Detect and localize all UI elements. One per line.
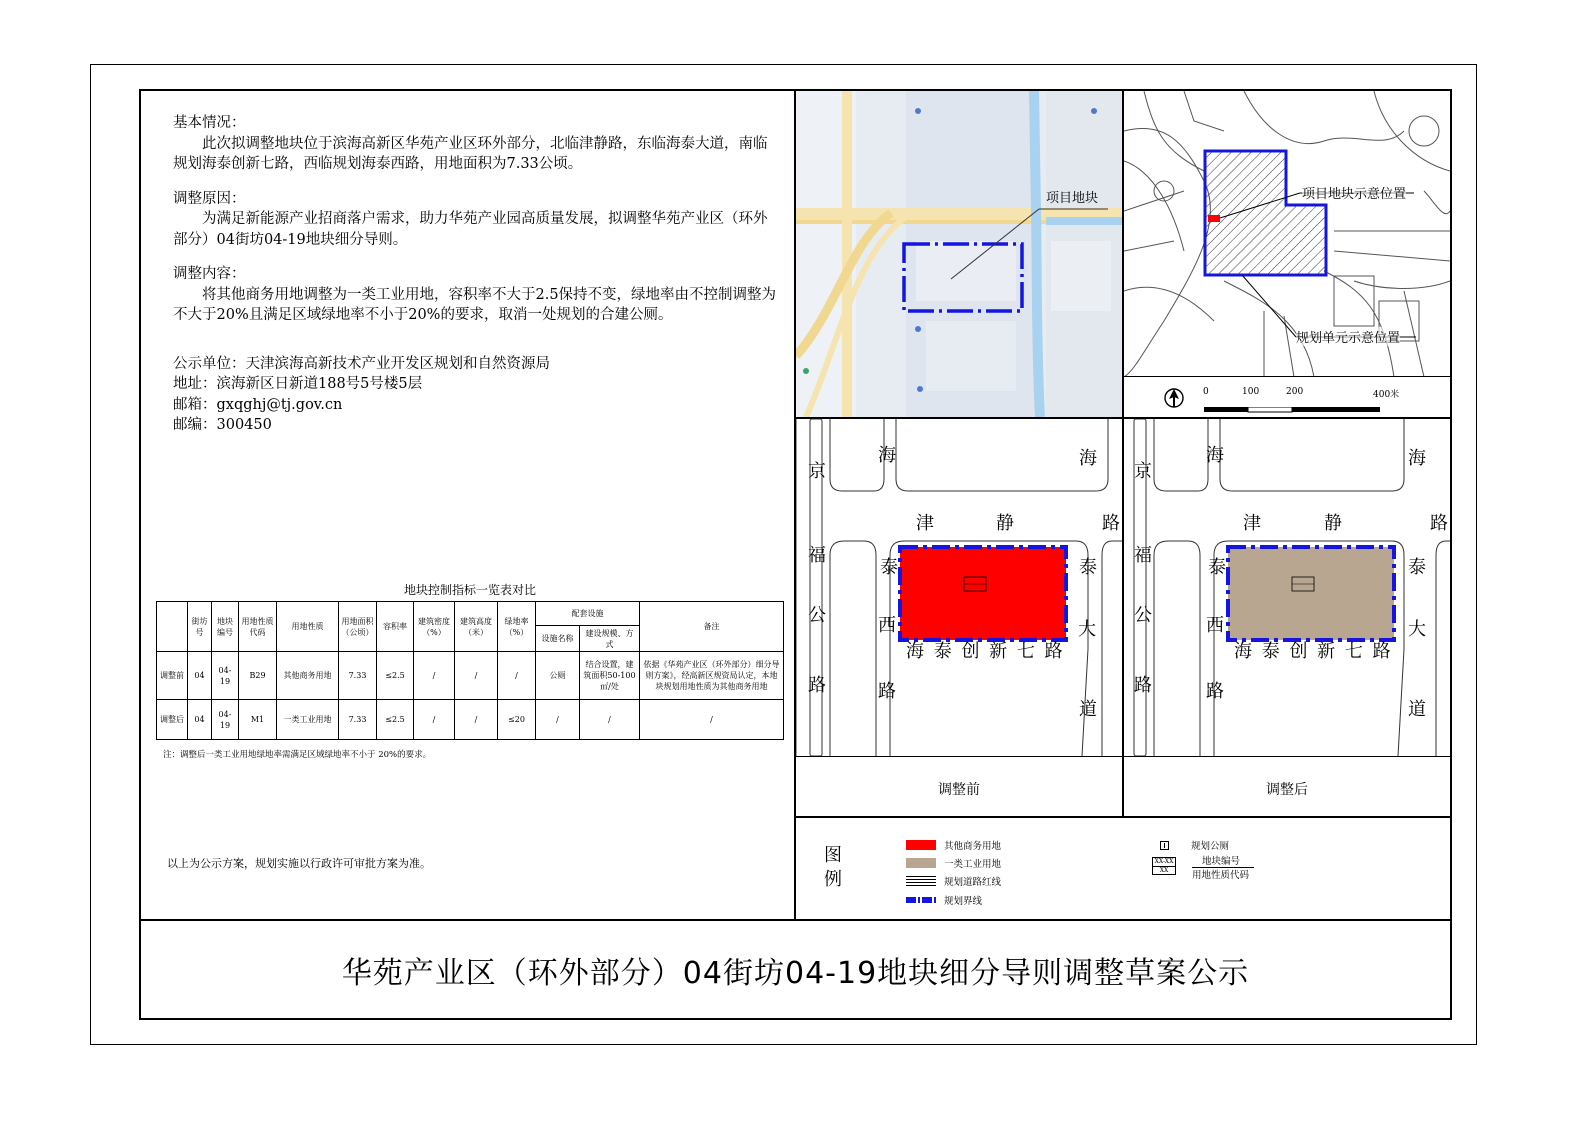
road-label-xi: 西 bbox=[1206, 615, 1224, 636]
road-label-gong: 公 bbox=[1134, 605, 1152, 626]
road-label-dao: 道 bbox=[1079, 699, 1097, 720]
header-rongji: 容积率 bbox=[377, 602, 414, 652]
road-label-lu: 路 bbox=[1134, 675, 1152, 696]
header-beizhu: 备注 bbox=[640, 602, 784, 652]
header-peitao: 配套设施 bbox=[536, 602, 640, 626]
road-label-hai: 海 bbox=[1206, 445, 1224, 466]
table-header-row bbox=[157, 602, 784, 626]
parcel-code-icon: XX-XX XX bbox=[1152, 857, 1176, 875]
disclaimer-text: 以上为公示方案，规划实施以行政许可审批方案为准。 bbox=[167, 857, 431, 870]
legend-heading-1: 图 bbox=[824, 845, 842, 866]
legend-item-industrial: 一类工业用地 bbox=[906, 856, 1001, 870]
header-dikuai: 地块编号 bbox=[212, 602, 239, 652]
road-label-jing2: 静 bbox=[1324, 513, 1342, 534]
location-map-svg bbox=[796, 91, 1122, 417]
planning-unit-label: 规划单元示意位置 bbox=[1296, 327, 1400, 346]
road-label-jin: 津 bbox=[1243, 513, 1261, 534]
road-label-hai: 海 bbox=[1408, 448, 1426, 469]
reason-text: 为满足新能源产业招商落户需求，助力华苑产业园高质量发展，拟调整华苑产业区（环外部分）04街坊04-19地块细分导则。 bbox=[173, 211, 768, 248]
basic-info-text: 此次拟调整地块位于滨海高新区华苑产业区环外部分，北临津静路，东临海泰大道，南临规划海泰创新七路，西临规划海泰西路，用地面积为7.33公顷。 bbox=[173, 135, 768, 172]
road-label-fu: 福 bbox=[808, 545, 826, 566]
road-label-xi: 西 bbox=[878, 615, 896, 636]
legend-item-parcel-code bbox=[1152, 857, 1176, 875]
detail-map-before bbox=[796, 419, 1122, 756]
road-label-south: 海 泰 创 新 七 路 bbox=[906, 641, 1065, 662]
divider-row2 bbox=[796, 756, 1450, 757]
detail-map-after bbox=[1124, 419, 1450, 756]
header-jiefang: 街坊号 bbox=[188, 602, 212, 652]
road-label-da: 大 bbox=[1078, 619, 1096, 640]
legend-heading-2: 例 bbox=[824, 869, 842, 890]
section-heading-reason: 调整原因： bbox=[173, 190, 246, 207]
road-label-dao: 道 bbox=[1408, 699, 1426, 720]
legend-item-commercial: 其他商务用地 bbox=[906, 838, 1001, 852]
email-text: 邮箱：gxqghj@tj.gov.cn bbox=[173, 396, 343, 413]
project-parcel-label: 项目地块 bbox=[1046, 191, 1099, 206]
header-sheshi: 设施名称 bbox=[536, 626, 580, 652]
map-scale-divider bbox=[1124, 376, 1450, 377]
planning-unit-map bbox=[1124, 91, 1450, 377]
scale-tick-200: 200 bbox=[1286, 387, 1304, 397]
publisher-text: 公示单位：天津滨海高新技术产业开发区规划和自然资源局 bbox=[173, 355, 550, 372]
scale-tick-0: 0 bbox=[1203, 387, 1209, 397]
legend-heading bbox=[824, 844, 846, 892]
index-table bbox=[156, 601, 784, 740]
project-location-label: 项目地块示意位置 bbox=[1302, 183, 1406, 202]
road-label-lu: 路 bbox=[808, 675, 826, 696]
road-label-lu: 路 bbox=[1102, 513, 1120, 534]
road-label-tai: 泰 bbox=[1408, 557, 1426, 578]
postcode-text: 邮编：300450 bbox=[173, 417, 272, 433]
legend-item-road-redline: 规划道路红线 bbox=[906, 874, 1001, 888]
section-heading-basic: 基本情况： bbox=[173, 115, 246, 131]
north-arrow-icon bbox=[1163, 387, 1185, 409]
swatch-boundary bbox=[906, 897, 936, 903]
legend-parcel-number-label: 地块编号 bbox=[1202, 856, 1241, 867]
header-mianji: 用地面积（公顷） bbox=[339, 602, 377, 652]
detail-map-after-svg bbox=[1124, 419, 1450, 756]
scale-tick-400: 400米 bbox=[1373, 390, 1400, 400]
legend-item-boundary: 规划界线 bbox=[906, 893, 982, 907]
road-label-hai: 海 bbox=[1079, 448, 1097, 469]
road-label-jing2: 静 bbox=[996, 513, 1014, 534]
swatch-industrial bbox=[906, 858, 936, 868]
legend-item-toilet: 规划公厕 bbox=[1160, 838, 1229, 852]
road-label-jin: 津 bbox=[916, 513, 934, 534]
swatch-commercial bbox=[906, 840, 936, 850]
road-label-south: 海 泰 创 新 七 路 bbox=[1234, 641, 1393, 662]
road-label-fu: 福 bbox=[1134, 545, 1152, 566]
table-title: 地块控制指标一览表对比 bbox=[403, 583, 536, 597]
description-block bbox=[173, 113, 778, 436]
road-label-tai: 泰 bbox=[880, 557, 898, 578]
road-label-hai: 海 bbox=[878, 445, 896, 466]
road-label-jing: 京 bbox=[1134, 461, 1152, 482]
header-gaodu: 建筑高度（米） bbox=[455, 602, 498, 652]
table-row: 调整后 04 04-19 M1 一类工业用地 7.33 ≤2.5 / / ≤20 / / / bbox=[157, 700, 784, 740]
planning-unit-map-svg bbox=[1124, 91, 1450, 377]
section-heading-content: 调整内容： bbox=[173, 266, 246, 282]
road-label-gong: 公 bbox=[808, 605, 826, 626]
caption-before: 调整前 bbox=[938, 782, 980, 798]
toilet-icon bbox=[1160, 841, 1169, 850]
header-guimo: 建设规模、方式 bbox=[580, 626, 640, 652]
header-lvdi: 绿地率（%） bbox=[498, 602, 536, 652]
header-midu: 建筑密度（%） bbox=[414, 602, 455, 652]
header-xingzhi: 用地性质 bbox=[277, 602, 339, 652]
divider-row3 bbox=[796, 816, 1450, 818]
table-note: 注：调整后一类工业用地绿地率需满足区域绿地率不小于 20%的要求。 bbox=[163, 750, 432, 760]
content-text: 将其他商务用地调整为一类工业用地，容积率不大于2.5保持不变，绿地率由不控制调整为不大于20%且满足区域绿地率不小于20%的要求，取消一处规划的合建公厕。 bbox=[173, 286, 777, 323]
road-label-tai: 泰 bbox=[1208, 557, 1226, 578]
detail-map-before-svg bbox=[796, 419, 1122, 756]
table-row: 调整前 04 04-19 B29 其他商务用地 7.33 ≤2.5 / / / 公厕 结合设置，建筑面积50-100㎡/处 依据《华苑产业区（环外部分）细分导则方案》，经高新区规资局认定，本地块规划用地性质为其他商务用地 bbox=[157, 652, 784, 700]
scale-tick-100: 100 bbox=[1242, 387, 1260, 397]
legend-land-code-label: 用地性质代码 bbox=[1192, 870, 1250, 881]
road-label-jing: 京 bbox=[808, 461, 826, 482]
road-label-lu: 路 bbox=[878, 681, 896, 702]
header-daima: 用地性质代码 bbox=[239, 602, 277, 652]
swatch-road-redline bbox=[906, 876, 936, 886]
road-label-tai: 泰 bbox=[1079, 557, 1097, 578]
road-label-lu: 路 bbox=[1430, 513, 1448, 534]
page-title: 华苑产业区（环外部分）04街坊04-19地块细分导则调整草案公示 bbox=[341, 955, 1250, 991]
location-map bbox=[796, 91, 1122, 417]
caption-after: 调整后 bbox=[1266, 782, 1308, 798]
address-text: 地址：滨海新区日新道188号5号楼5层 bbox=[173, 376, 423, 392]
road-label-da: 大 bbox=[1408, 619, 1426, 640]
road-label-lu: 路 bbox=[1206, 681, 1224, 702]
